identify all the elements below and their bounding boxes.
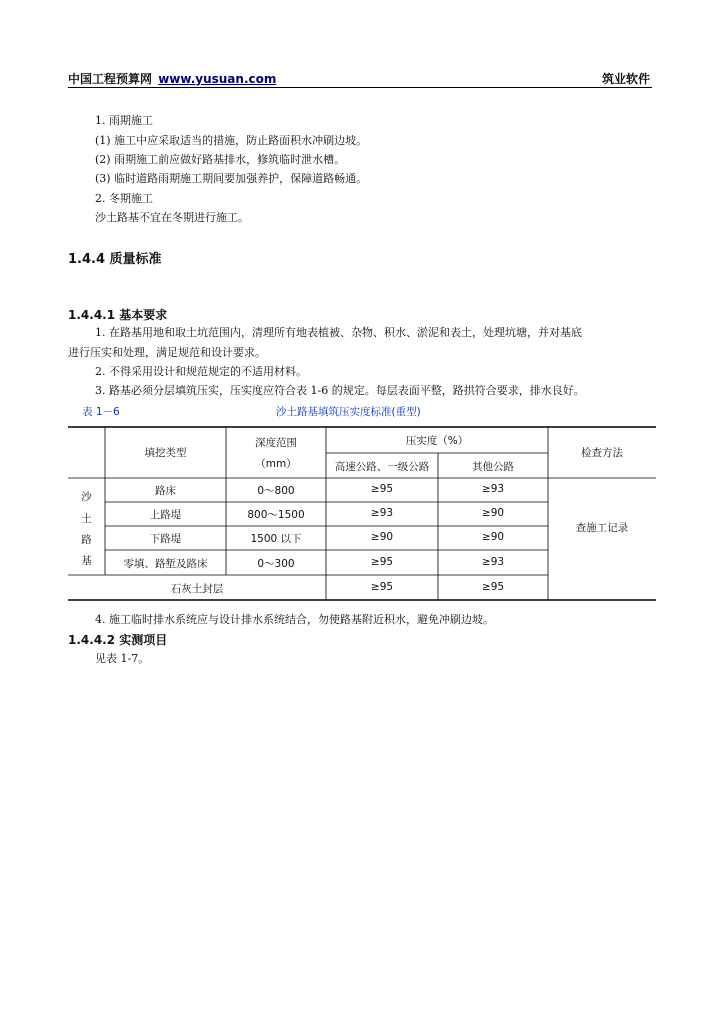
table-title: 沙土路基填筑压实度标准(重型) — [276, 406, 421, 418]
basic-requirements-heading: 1.4.4.1 基本要求 — [68, 308, 168, 322]
site-url-link[interactable]: www.yusuan.com — [158, 72, 277, 86]
header-depth-unit: （mm） — [255, 458, 297, 470]
section-quality-heading: 1.4.4 质量标准 — [68, 252, 162, 267]
group-label-char: 路 — [81, 534, 92, 546]
basic-p3: 3. 路基必须分层填筑压实，压实度应符合表 1-6 的规定。每层表面平整，路拱符合要求，排水良好。 — [95, 384, 585, 397]
last-row-other: ≥95 — [481, 581, 505, 593]
row-depth: 0～800 — [257, 485, 295, 497]
row-highway: ≥95 — [370, 556, 394, 568]
row-highway: ≥93 — [370, 507, 394, 519]
basic-p1-line2: 进行压实和处理，满足规范和设计要求。 — [68, 346, 266, 359]
basic-p1-line1: 1. 在路基用地和取土坑范围内，清理所有地表植被、杂物、积水、淤泥和表土，处理坑塘，并对基底 — [95, 326, 582, 339]
brand-name: 筑业软件 — [601, 72, 650, 86]
group-label-char: 沙 — [81, 491, 92, 503]
check-method-value: 查施工记录 — [575, 522, 629, 534]
winter-title: 2. 冬期施工 — [95, 192, 153, 205]
header-depth: 深度范围 — [255, 437, 297, 449]
row-depth: 1500 以下 — [250, 533, 302, 545]
row-type: 上路堤 — [149, 509, 182, 521]
row-type: 零填、路堑及路床 — [123, 558, 208, 570]
site-title — [68, 70, 276, 87]
measured-items-text: 见表 1-7。 — [95, 652, 150, 665]
row-other: ≥90 — [481, 507, 505, 519]
basic-p2: 2. 不得采用设计和规范规定的不适用材料。 — [95, 365, 307, 378]
group-label-char: 基 — [81, 555, 92, 567]
row-type: 路床 — [155, 485, 176, 497]
rainy-item-3: (3) 临时道路雨期施工期间要加强养护，保障道路畅通。 — [95, 172, 368, 185]
row-depth: 800～1500 — [247, 509, 305, 521]
row-other: ≥93 — [481, 556, 505, 568]
compaction-table — [68, 426, 656, 601]
rainy-item-2: (2) 雨期施工前应做好路基排水，修筑临时泄水槽。 — [95, 153, 346, 166]
row-depth: 0～300 — [257, 558, 295, 570]
header-method: 检查方法 — [581, 447, 623, 459]
table-label: 表 1－6 — [82, 406, 120, 418]
row-other: ≥93 — [481, 483, 505, 495]
measured-items-heading: 1.4.4.2 实测项目 — [68, 633, 168, 647]
page-header — [68, 70, 652, 88]
row-type: 下路堤 — [149, 533, 182, 545]
last-row-highway: ≥95 — [370, 581, 394, 593]
last-row-type: 石灰土封层 — [170, 583, 224, 595]
rainy-title: 1. 雨期施工 — [95, 114, 153, 127]
header-type: 填挖类型 — [144, 447, 187, 459]
row-other: ≥90 — [481, 531, 505, 543]
rainy-item-1: (1) 施工中应采取适当的措施，防止路面积水冲刷边坡。 — [95, 134, 368, 147]
site-name: 中国工程预算网 — [68, 72, 153, 86]
header-compaction: 压实度（%） — [405, 435, 469, 447]
group-label-char: 土 — [81, 513, 92, 525]
quality-p4: 4. 施工临时排水系统应与设计排水系统结合，勿使路基附近积水，避免冲刷边坡。 — [95, 613, 494, 626]
winter-text: 沙土路基不宜在冬期进行施工。 — [95, 211, 249, 224]
header-other: 其他公路 — [472, 461, 514, 473]
row-highway: ≥90 — [370, 531, 394, 543]
header-highway: 高速公路、一级公路 — [334, 461, 430, 473]
row-highway: ≥95 — [370, 483, 394, 495]
